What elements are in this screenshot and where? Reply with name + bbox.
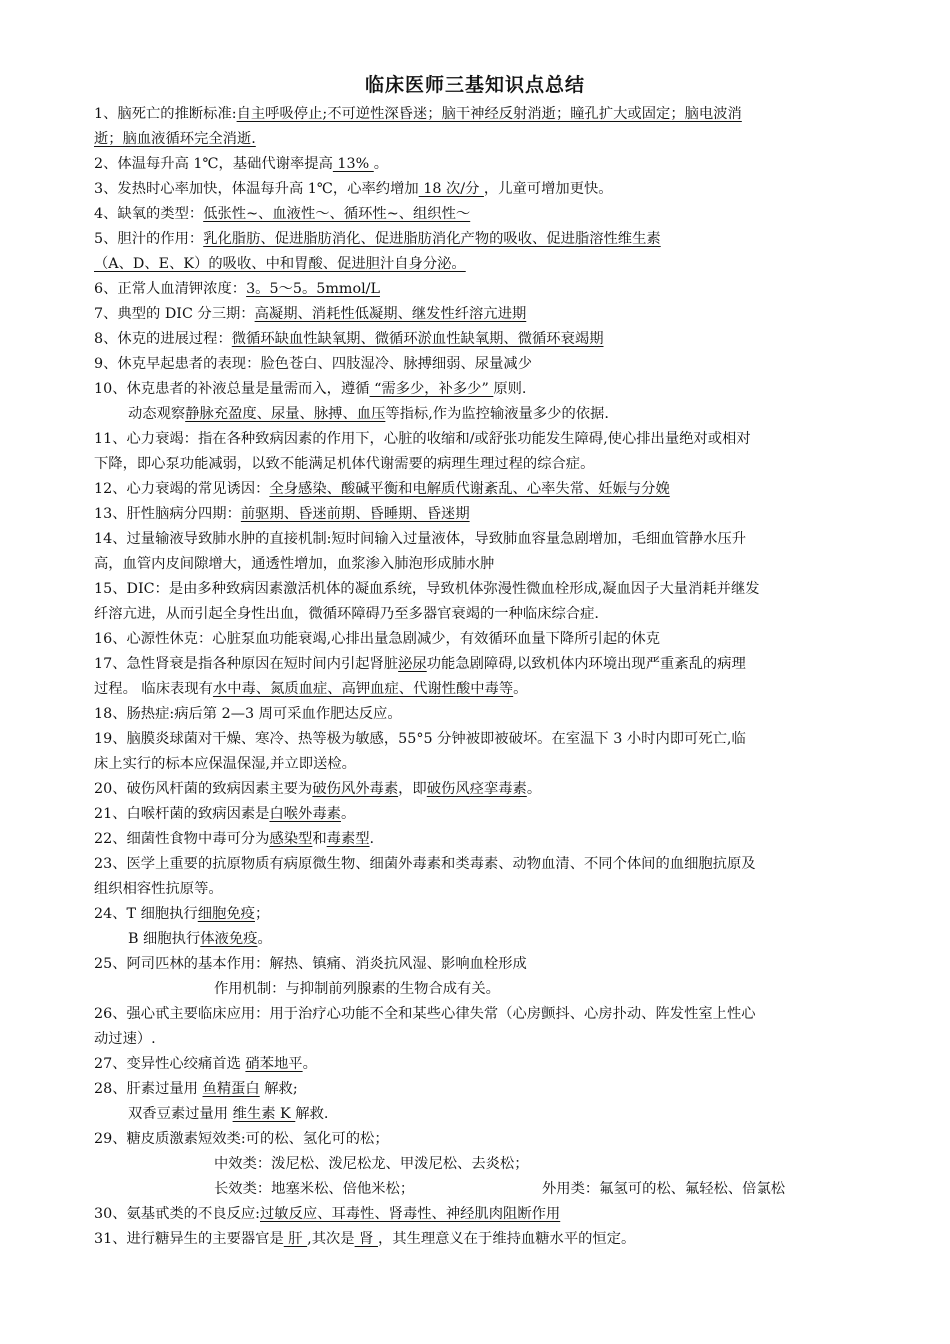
text-segment: 。 — [526, 781, 542, 797]
text-segment: 17、急性肾衰是指各种原因在短时间内引起肾脏 — [94, 656, 399, 672]
text-segment: 纤溶亢进，从而引起全身性出血，微循环障碍乃至多器官衰竭的一种临床综合症. — [94, 606, 599, 622]
text-line — [94, 829, 374, 849]
text-line — [94, 154, 388, 174]
underlined-answer: 全身感染、酸碱平衡和电解质代谢紊乱、心率失常、妊娠与分娩 — [269, 481, 670, 497]
underlined-answer: 鱼精蛋白 — [202, 1081, 260, 1097]
underlined-answer: 肾 — [354, 1231, 378, 1247]
text-segment: 26、强心甙主要临床应用：用于治疗心功能不全和某些心律失常（心房颤抖、心房扑动、阵发性室上性心 — [94, 1006, 756, 1022]
text-segment: 。 — [340, 806, 356, 822]
text-line — [94, 429, 751, 449]
text-line — [94, 229, 661, 249]
text-segment: 7、典型的 DIC 分三期： — [94, 306, 255, 322]
text-segment: 22、细菌性食物中毒可分为 — [94, 831, 270, 847]
underlined-answer: 感染型 — [269, 831, 313, 847]
underlined-answer: 自主呼吸停止;不可逆性深昏迷；脑干神经反射消逝；瞳孔扩大或固定；脑电波消 — [236, 106, 742, 122]
text-segment: 16、心源性休克：心脏泵血功能衰竭,心排出量急剧减少，有效循环血量下降所引起的休克 — [94, 631, 661, 647]
text-segment: B 细胞执行 — [128, 931, 201, 947]
text-segment: . — [369, 831, 375, 847]
underlined-answer: 高凝期、消耗性低凝期、继发性纤溶亢进期 — [254, 306, 527, 322]
underlined-answer: “需多少，补多少” — [369, 381, 494, 397]
underlined-answer: 乳化脂肪、促进脂肪消化、促进脂肪消化产物的吸收、促进脂溶性维生素 — [203, 231, 661, 247]
text-segment: 11、心力衰竭：指在各种致病因素的作用下，心脏的收缩和/或舒张功能发生障碍,使心排出量绝对或相对 — [94, 431, 751, 447]
text-segment: 4、缺氧的类型： — [94, 206, 204, 222]
page-title: 临床医师三基知识点总结 — [364, 74, 585, 96]
text-segment: 12、心力衰竭的常见诱因： — [94, 481, 270, 497]
text-segment: 24、T 细胞执行 — [94, 906, 198, 922]
text-line — [94, 1029, 156, 1049]
text-segment: 19、脑膜炎球菌对干燥、寒冷、热等极为敏感，55°5 分钟被即被破坏。在室温下 3 小时内即可死亡,临 — [94, 731, 746, 747]
text-line — [94, 254, 466, 274]
text-line — [214, 979, 500, 999]
text-segment: 和 — [312, 831, 327, 847]
text-line — [94, 279, 380, 299]
text-segment: ，儿童可增加更快。 — [483, 181, 613, 197]
underlined-answer: 毒素型 — [326, 831, 370, 847]
underlined-answer: （A、D、E、K）的吸收、中和胃酸、促进胆汁自身分泌。 — [94, 256, 466, 272]
text-segment: 解救; — [259, 1081, 298, 1097]
underlined-answer: 水中毒、氮质血症、高钾血症、代谢性酸中毒等 — [212, 681, 514, 697]
text-segment: 外用类：氟氢可的松、氟轻松、倍氯松 — [542, 1181, 786, 1197]
text-segment: 原则. — [493, 381, 527, 397]
text-segment: 。 — [373, 156, 389, 172]
text-line — [94, 454, 594, 474]
text-line — [94, 654, 746, 674]
text-segment: 长效类：地塞米松、倍他米松； — [214, 1181, 415, 1197]
text-line — [94, 529, 746, 549]
text-segment: 解救. — [295, 1106, 329, 1122]
text-line — [94, 804, 355, 824]
text-segment: 21、白喉杆菌的致病因素是 — [94, 806, 270, 822]
underlined-answer: 维生素 K — [232, 1106, 296, 1122]
text-segment: 2、体温每升高 1℃，基础代谢率提高 — [94, 156, 333, 172]
text-line — [94, 604, 599, 624]
text-segment: ，即 — [398, 781, 427, 797]
text-line — [94, 1229, 635, 1249]
text-line — [94, 1054, 317, 1074]
text-line — [128, 929, 272, 949]
text-segment: 15、DIC：是由多种致病因素激活机体的凝血系统，导致机体弥漫性微血栓形成,凝血因子大量消耗并继发 — [94, 581, 760, 597]
text-line — [94, 754, 356, 774]
text-segment: ,其次是 — [307, 1231, 355, 1247]
underlined-answer: 体液免疫 — [200, 931, 258, 947]
text-segment: 高，血管内皮间隙增大，通透性增加，血浆渗入肺泡形成肺水肿 — [94, 556, 495, 572]
text-segment: 3、发热时心率加快，体温每升高 1℃，心率约增加 — [94, 181, 419, 197]
text-line — [214, 1154, 529, 1174]
text-line — [94, 854, 756, 874]
text-segment: 。 — [257, 931, 272, 947]
underlined-answer: 细胞免疫 — [197, 906, 255, 922]
text-line — [94, 129, 256, 149]
text-line — [94, 204, 470, 224]
text-line — [94, 1129, 389, 1149]
text-segment: 。 — [513, 681, 528, 697]
text-segment: 29、糖皮质激素短效类:可的松、氢化可的松； — [94, 1131, 389, 1147]
text-segment: 28、肝素过量用 — [94, 1081, 203, 1097]
text-line — [94, 579, 760, 599]
text-line — [94, 304, 526, 324]
text-line — [94, 1204, 560, 1224]
text-segment: 过程。 临床表现有 — [94, 681, 213, 697]
text-segment: 20、破伤风杆菌的致病因素主要为 — [94, 781, 313, 797]
text-segment: 13、肝性脑病分四期： — [94, 506, 241, 522]
text-segment: 5、胆汁的作用： — [94, 231, 204, 247]
text-line — [542, 1179, 785, 1199]
underlined-answer: 13% — [332, 156, 374, 172]
text-segment: 床上实行的标本应保温保湿,并立即送检。 — [94, 756, 356, 772]
text-segment: 30、氨基甙类的不良反应: — [94, 1206, 260, 1222]
text-line — [94, 554, 494, 574]
text-line — [94, 704, 402, 724]
text-segment: 27、变异性心绞痛首选 — [94, 1056, 246, 1072]
underlined-answer: 18 次/分 — [418, 181, 484, 197]
text-line — [94, 354, 532, 374]
text-segment: ，其生理意义在于维持血糖水平的恒定。 — [377, 1231, 636, 1247]
text-segment: 组织相容性抗原等。 — [94, 881, 223, 897]
text-segment: 动态观察 — [128, 406, 186, 422]
underlined-answer: 肝 — [283, 1231, 308, 1247]
text-line — [94, 879, 223, 899]
text-line — [94, 1079, 298, 1099]
underlined-answer: 破伤风外毒素 — [312, 781, 399, 797]
text-line — [94, 1004, 756, 1024]
text-segment: 。 — [302, 1056, 317, 1072]
text-segment: 中效类：泼尼松、泼尼松龙、甲泼尼松、去炎松； — [214, 1156, 529, 1172]
text-line — [128, 404, 609, 424]
text-line — [94, 479, 670, 499]
underlined-answer: 硝苯地平 — [245, 1056, 303, 1072]
text-segment: 23、医学上重要的抗原物质有病原微生物、细菌外毒素和类毒素、动物血清、不同个体间的血细胞抗原及 — [94, 856, 756, 872]
text-segment: 31、进行糖异生的主要器官是 — [94, 1231, 284, 1247]
text-segment: 动过速）. — [94, 1031, 156, 1047]
text-line — [94, 729, 746, 749]
text-segment: 1、脑死亡的推断标准: — [94, 106, 237, 122]
underlined-answer: 静脉充盈度、尿量、脉搏、血压 — [185, 406, 386, 422]
text-segment: 18、肠热症:病后第 2—3 周可采血作肥达反应。 — [94, 706, 402, 722]
text-line — [94, 904, 269, 924]
text-line — [94, 504, 470, 524]
text-segment: 8、休克的进展过程： — [94, 331, 232, 347]
text-line — [214, 1179, 414, 1199]
text-segment: 25、阿司匹林的基本作用：解热、镇痛、消炎抗风湿、影响血栓形成 — [94, 956, 527, 972]
text-segment: 双香豆素过量用 — [128, 1106, 233, 1122]
text-line — [128, 1104, 328, 1124]
underlined-answer: 白喉外毒素 — [269, 806, 341, 822]
text-segment: 作用机制：与抑制前列腺素的生物合成有关。 — [214, 981, 500, 997]
underlined-answer: 泌尿 — [398, 656, 427, 672]
text-segment: 9、休克早起患者的表现：脸色苍白、四肢湿冷、脉搏细弱、尿量减少 — [94, 356, 532, 372]
text-line — [94, 779, 541, 799]
text-line — [94, 954, 527, 974]
text-segment: 10、休克患者的补液总量是量需而入，遵循 — [94, 381, 370, 397]
underlined-answer: 逝；脑血液循环完全消逝. — [94, 131, 256, 147]
underlined-answer: 前驱期、昏迷前期、昏睡期、昏迷期 — [240, 506, 470, 522]
text-segment: 6、正常人血清钾浓度： — [94, 281, 247, 297]
text-segment: 14、过量输液导致肺水肿的直接机制:短时间输入过量液体，导致肺血容量急剧增加，毛细血管静水压升 — [94, 531, 747, 547]
text-segment: 等指标,作为监控输液量多少的依据. — [385, 406, 609, 422]
underlined-answer: 微循环缺血性缺氧期、微循环淤血性缺氧期、微循环衰竭期 — [231, 331, 604, 347]
text-line — [94, 329, 604, 349]
underlined-answer: 破伤风痉挛毒素 — [426, 781, 527, 797]
text-line — [94, 379, 526, 399]
text-segment: ； — [254, 906, 270, 922]
text-segment: 下降，即心泵功能减弱，以致不能满足机体代谢需要的病理生理过程的综合症。 — [94, 456, 595, 472]
text-segment: 功能急剧障碍,以致机体内环境出现严重紊乱的病理 — [426, 656, 746, 672]
text-line — [94, 679, 527, 699]
underlined-answer: 低张性~、血液性～、循环性~、组织性～ — [203, 206, 471, 222]
underlined-answer: 过敏反应、耳毒性、肾毒性、神经肌肉阻断作用 — [259, 1206, 561, 1222]
text-line — [94, 179, 613, 199]
underlined-answer: 3。5～5。5mmol/L — [246, 281, 380, 297]
text-line — [94, 629, 660, 649]
text-line — [94, 104, 742, 124]
